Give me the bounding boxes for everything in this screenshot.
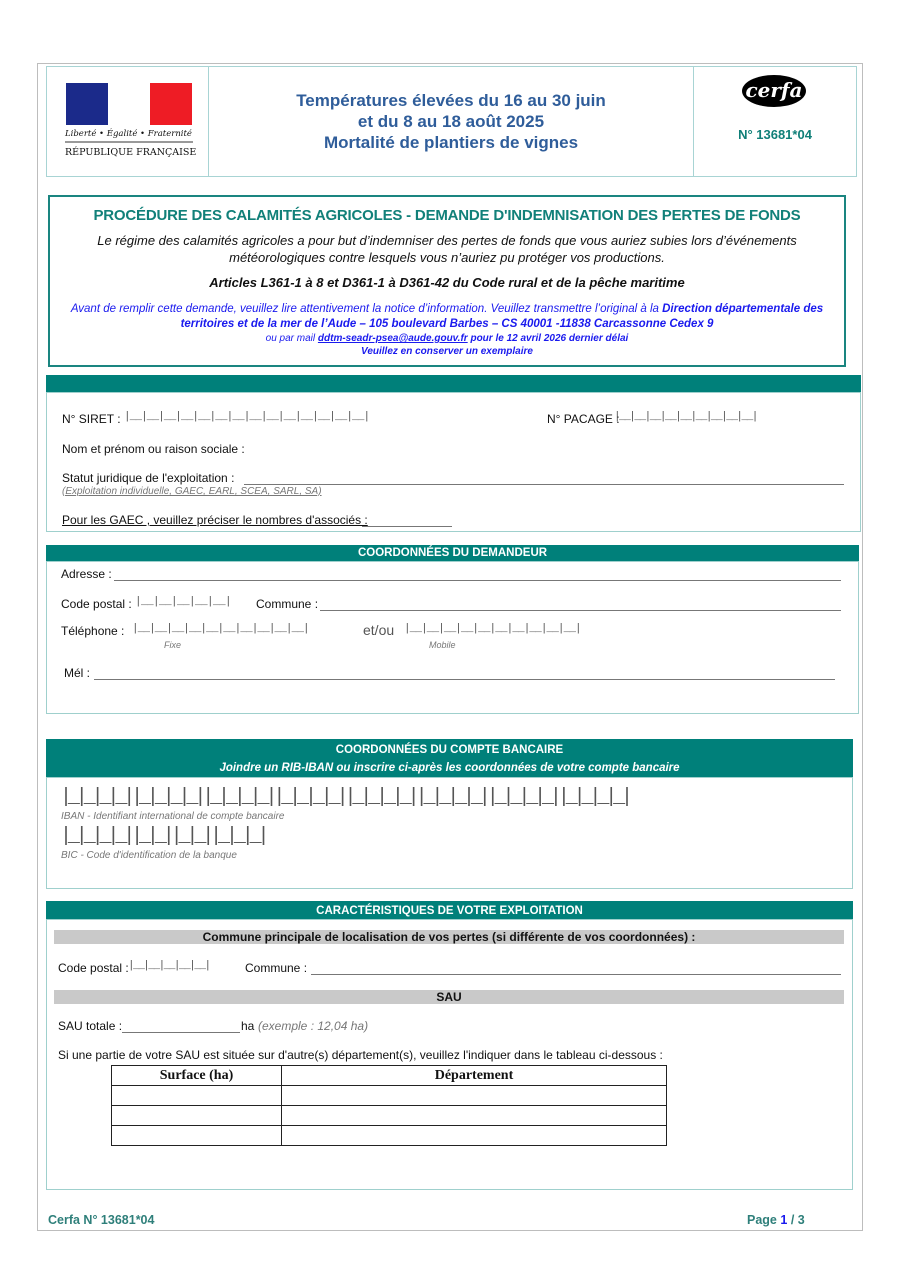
- page-total: / 3: [790, 1213, 805, 1227]
- form-header: [46, 66, 857, 177]
- commune-heading: Commune principale de localisation de vos pertes (si différente de vos coordonnées) :: [54, 930, 844, 944]
- phone-mobile-input[interactable]: |__|__|__|__|__|__|__|__|__|__|: [404, 623, 581, 635]
- other-dept-text: Si une partie de votre SAU est située sur d'autre(s) département(s), veuillez l'indiquer dans le tableau ci-dessous :: [58, 1048, 663, 1062]
- title-line: et du 8 au 18 août 2025: [357, 112, 545, 131]
- sau-label: SAU totale :: [58, 1019, 123, 1033]
- status-hint: (Exploitation individuelle, GAEC, EARL, SCEA, SARL, SA): [62, 486, 322, 497]
- ddtm-address: Direction départementale des territoires et de la mer de l’Aude – 105 boulevard Barbes – CS 40001 -11838 Carcassonne Cedex 9: [180, 303, 824, 330]
- gaec-input[interactable]: [362, 526, 452, 527]
- address-input[interactable]: [114, 580, 841, 581]
- postal-input[interactable]: |__|__|__|__|__|: [135, 596, 232, 608]
- farm-heading: CARACTÉRISTIQUES DE VOTRE EXPLOITATION: [46, 901, 853, 919]
- farm-commune-label: Commune :: [245, 961, 308, 975]
- mobile-label: Mobile: [429, 640, 456, 650]
- sau-example: (exemple : 12,04 ha): [258, 1019, 369, 1033]
- marianne-flag-icon: [66, 83, 192, 125]
- phone-fixe-input[interactable]: |__|__|__|__|__|__|__|__|__|__|: [132, 623, 309, 635]
- title-line: Mortalité de plantiers de vignes: [323, 133, 579, 152]
- cerfa-number: N° 13681*04: [738, 127, 812, 142]
- bank-heading: COORDONNÉES DU COMPTE BANCAIRE: [335, 744, 564, 756]
- status-input[interactable]: [244, 484, 844, 485]
- title-line: Températures élevées du 16 au 30 juin: [296, 91, 606, 110]
- departement-cell[interactable]: [282, 1106, 667, 1126]
- republique-francaise-logo: [47, 67, 209, 176]
- surface-header: Surface (ha): [112, 1066, 282, 1086]
- contact-heading: COORDONNÉES DU DEMANDEUR: [46, 545, 859, 561]
- mail-prefix: ou par mail: [265, 333, 316, 344]
- commune-input[interactable]: [320, 610, 841, 611]
- phone-label: Téléphone :: [61, 624, 125, 638]
- logo-motto: Liberté • Égalité • Fraternité: [65, 129, 192, 139]
- commune-label: Commune :: [256, 597, 319, 611]
- surface-cell[interactable]: [112, 1106, 282, 1126]
- bank-subheading: Joindre un RIB-IBAN ou inscrire ci-après les coordonnées de votre compte bancaire: [219, 762, 680, 774]
- legal-articles: Articles L361-1 à 8 et D361-1 à D361-42 du Code rural et de la pêche maritime: [209, 275, 685, 290]
- status-label: Statut juridique de l'exploitation :: [62, 471, 235, 485]
- bic-label: BIC - Code d'identification de la banque: [61, 850, 237, 861]
- mail-link[interactable]: ddtm-seadr-psea@aude.gouv.fr: [317, 333, 468, 344]
- departement-cell[interactable]: [282, 1126, 667, 1146]
- procedure-box: [48, 195, 846, 367]
- footer-cerfa: Cerfa N° 13681*04: [48, 1213, 155, 1227]
- mail-input[interactable]: [94, 679, 835, 680]
- iban-input[interactable]: |_|_|_|_||_|_|_|_||_|_|_|_||_|_|_|_||_|_|_|_||_|_|_|_||_|_|_|_||_|_|_|_|: [60, 786, 629, 809]
- table-row: [112, 1106, 667, 1126]
- sau-input[interactable]: [122, 1032, 240, 1033]
- farm-postal-input[interactable]: |__|__|__|__|__|: [128, 960, 210, 972]
- page-prefix: Page: [747, 1213, 777, 1227]
- name-label: Nom et prénom ou raison sociale :: [62, 442, 245, 456]
- other-dept-table: [111, 1065, 667, 1146]
- pacage-label: N° PACAGE :: [547, 412, 620, 426]
- siret-label: N° SIRET :: [62, 412, 121, 426]
- contact-section: [46, 561, 859, 714]
- phone-or: et/ou: [363, 622, 395, 638]
- identity-header-bar: [46, 375, 861, 392]
- logo-name: RÉPUBLIQUE FRANÇAISE: [65, 147, 197, 158]
- farm-commune-input[interactable]: [311, 974, 841, 975]
- deadline: pour le 12 avril 2026 dernier délai: [470, 333, 629, 344]
- siret-input[interactable]: |__|__|__|__|__|__|__|__|__|__|__|__|__|__|: [124, 411, 370, 423]
- address-label: Adresse :: [61, 567, 112, 581]
- procedure-intro: Le régime des calamités agricoles a pour but d’indemniser des pertes de fonds que vous auriez subies lors d’événements météorologiques contre lesquels vous n’auriez pu protéger vos productions.: [97, 233, 797, 265]
- surface-cell[interactable]: [112, 1126, 282, 1146]
- procedure-title: PROCÉDURE DES CALAMITÉS AGRICOLES - DEMANDE D'INDEMNISATION DES PERTES DE FONDS: [93, 207, 801, 224]
- page-number: 1: [780, 1213, 788, 1227]
- page-indicator: [747, 1213, 805, 1227]
- fixe-label: Fixe: [164, 640, 182, 650]
- departement-cell[interactable]: [282, 1086, 667, 1106]
- sau-heading: SAU: [54, 990, 844, 1004]
- cerfa-logo: cerfa: [742, 75, 806, 107]
- departement-header: Département: [282, 1066, 667, 1086]
- bic-input[interactable]: |_|_|_|_||_|_||_|_||_|_|_|: [60, 825, 266, 848]
- table-row: [112, 1086, 667, 1106]
- cerfa-block: [694, 67, 856, 176]
- pacage-input[interactable]: |__|__|__|__|__|__|__|__|__|: [614, 411, 757, 423]
- postal-label: Code postal :: [61, 597, 132, 611]
- mail-label: Mél :: [64, 666, 91, 680]
- form-title: [209, 67, 694, 176]
- farm-postal-label: Code postal :: [58, 961, 129, 975]
- iban-label: IBAN - Identifiant international de compte bancaire: [61, 811, 285, 822]
- notice-text: Avant de remplir cette demande, veuillez lire attentivement la notice d’information. Veuillez transmettre l’original à la: [70, 303, 659, 315]
- bank-heading-bar: [46, 739, 853, 777]
- table-row: [112, 1126, 667, 1146]
- gaec-label: Pour les GAEC , veuillez préciser le nombres d'associés :: [62, 513, 368, 527]
- surface-cell[interactable]: [112, 1086, 282, 1106]
- sau-unit: ha: [241, 1019, 255, 1033]
- keep-copy-note: Veuillez en conserver un exemplaire: [361, 346, 533, 357]
